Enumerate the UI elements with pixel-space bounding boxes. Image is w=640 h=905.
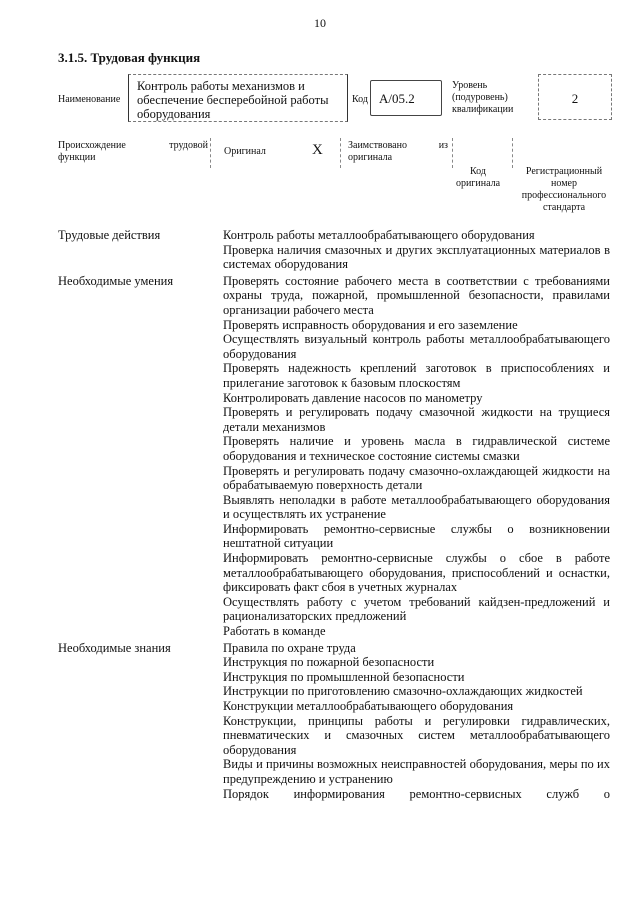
divider	[210, 138, 211, 168]
level-label: Уровень (подуровень) квалификации	[452, 80, 514, 115]
origin-label-right: трудовой	[169, 140, 208, 151]
list-item: Конструкции, принципы работы и регулировки гидравлических, пневматических и смазочных систем металлообрабатывающего оборудования	[223, 713, 610, 757]
code-original-label: Код оригинала	[455, 166, 501, 189]
list-item: Осуществлять визуальный контроль работы металлообрабатывающего оборудования	[223, 332, 610, 361]
list-item: Проверять и регулировать подачу смазочно-охлаждающей жидкости на обрабатываемую поверхность детали	[223, 463, 610, 493]
name-label: Наименование	[58, 94, 121, 105]
section-row	[58, 274, 610, 639]
borrowed-label-right: из	[438, 140, 448, 151]
original-mark: X	[312, 142, 323, 158]
list-item: Контролировать давление насосов по манометру	[223, 390, 483, 405]
divider	[340, 138, 341, 168]
code-box	[370, 80, 442, 116]
list-item: Информировать ремонтно-сервисные службы о сбое в работе металлообрабатывающего оборудования, приспособлений и оснастки, фиксировать факт сбоя в учетных журналах	[223, 551, 610, 595]
name-box	[128, 74, 348, 122]
category-label: Необходимые знания	[58, 640, 171, 655]
section-row	[58, 228, 610, 272]
list-item: Порядок информирования ремонтно-сервисных служб о	[223, 786, 610, 801]
section-row	[58, 641, 610, 802]
category-label: Необходимые умения	[58, 273, 174, 288]
origin-label	[58, 140, 208, 164]
list-item: Конструкции металлообрабатывающего оборудования	[223, 699, 514, 713]
page-number: 10	[314, 16, 326, 30]
level-box	[538, 74, 612, 120]
list-item: Проверка наличия смазочных и других эксплуатационных материалов в системах оборудования	[223, 242, 610, 272]
original-label: Оригинал	[224, 146, 266, 157]
item-list	[223, 641, 610, 802]
list-item: Правила по охране труда	[223, 640, 356, 655]
origin-label-left: Происхождение функции	[58, 140, 126, 163]
list-item: Работать в команде	[223, 624, 326, 639]
list-item: Контроль работы металлообрабатывающего оборудования	[223, 228, 535, 242]
code-value: А/05.2	[379, 91, 415, 106]
divider	[452, 138, 453, 168]
list-item: Проверять и регулировать подачу смазочной жидкости на трущиеся детали механизмов	[223, 405, 610, 434]
item-list	[223, 274, 610, 639]
level-value: 2	[571, 91, 579, 106]
list-item: Инструкции по приготовлению смазочно-охлаждающих жидкостей	[223, 684, 583, 699]
list-item: Выявлять неполадки в работе металлообрабатывающего оборудования и осуществлять их устранение	[223, 492, 610, 522]
list-item: Инструкция по пожарной безопасности	[223, 655, 435, 670]
registration-number-label: Регистрационный номер профессионального стандарта	[521, 166, 607, 213]
list-item: Инструкция по промышленной безопасности	[223, 669, 465, 684]
divider	[512, 138, 513, 168]
category-label: Трудовые действия	[58, 228, 161, 242]
list-item: Проверять исправность оборудования и его заземление	[223, 317, 518, 332]
list-item: Проверять состояние рабочего места в соответствии с требованиями охраны труда, пожарной, промышленной безопасности, правилами организации рабочего места	[223, 273, 610, 317]
borrowed-label-left: Заимствовано оригинала	[348, 140, 407, 163]
list-item: Проверять надежность креплений заготовок в приспособлениях и прилегание заготовок к базовым плоскостям	[223, 361, 610, 390]
code-label: Код	[352, 94, 368, 105]
list-item: Осуществлять работу с учетом требований кайдзен-предложений и рационализаторских предложений	[223, 594, 610, 624]
list-item: Проверять наличие и уровень масла в гидравлической системе оборудования и техническое состояние системы смазки	[223, 434, 610, 463]
function-name: Контроль работы механизмов и обеспечение бесперебойной работы оборудования	[137, 79, 329, 121]
list-item: Виды и причины возможных неисправностей оборудования, меры по их предупреждению и устранению	[223, 757, 610, 786]
borrowed-label	[348, 140, 448, 164]
item-list	[223, 228, 610, 272]
function-table	[58, 228, 610, 801]
list-item: Информировать ремонтно-сервисные службы о возникновении нештатной ситуации	[223, 521, 610, 551]
section-title: 3.1.5. Трудовая функция	[58, 50, 201, 65]
